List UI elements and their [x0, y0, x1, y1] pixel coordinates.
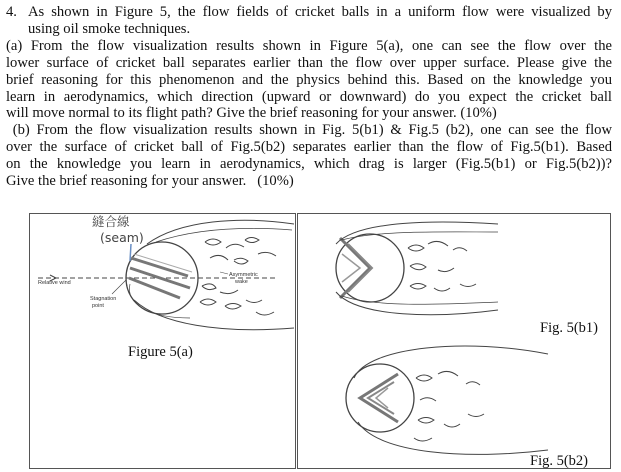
- part-a-line-2: lower surface of cricket ball separates earlier than the flow over upper surface. Please give the: [6, 54, 612, 71]
- intro-line-2: using oil smoke techniques.: [28, 20, 191, 37]
- seam-pointer: [130, 244, 131, 261]
- intro-line-1: As shown in Figure 5, the flow fields of cricket balls in a uniform flow were visualized by: [28, 4, 612, 20]
- seam-label-zh: 縫合線: [92, 214, 130, 229]
- part-b-line-1: (b) From the flow visualization results shown in Fig. 5(b1) & Fig.5 (b2), one can see the flow: [6, 122, 612, 139]
- part-a-line-4: learn in aerodynamics, which direction (upward or downward) do you expect the cricket ball: [6, 88, 612, 105]
- seam-label-en: (seam): [100, 230, 144, 245]
- figure-5b-panel: [297, 213, 611, 469]
- b2-upper-shear-layer: [354, 346, 548, 378]
- figure-5b-diagram: [298, 214, 610, 468]
- b1-lower-shear-layer: [336, 292, 498, 315]
- part-b-line-2: over the surface of cricket ball of Fig.5(b2) separates earlier than the flow of Fig.5(b1). Based: [6, 139, 612, 156]
- question-number: 4.: [6, 4, 17, 20]
- b1-upper-shear-layer: [336, 222, 498, 244]
- lower-shear-layer: [134, 300, 294, 330]
- figure-5: [29, 213, 610, 469]
- question-intro: [6, 4, 612, 21]
- part-a-line-3: brief reasoning for this phenomenon and the physics behind this. Based on the knowledge you: [6, 71, 612, 88]
- relative-wind-label: Relative wind: [38, 280, 71, 286]
- figure-5a-diagram: [30, 214, 295, 468]
- wake-label-1: Asymmetric: [229, 272, 258, 278]
- upper-shear-layer: [147, 220, 294, 244]
- stagnation-label-2: point: [92, 303, 104, 309]
- part-b-line-3: on the knowledge you learn in aerodynamics, which drag is larger (Fig.5(b1) or Fig.5(b2))?: [6, 156, 612, 173]
- part-a-line-5: will move normal to its flight path? Give the brief reasoning for your answer. (10%): [6, 105, 497, 122]
- wake-label-2: wake: [235, 279, 248, 285]
- figure-5b1-caption: Fig. 5(b1): [540, 320, 598, 336]
- question-4: [6, 4, 612, 190]
- part-a-line-1: (a) From the flow visualization results shown in Figure 5(a), one can see the flow over the: [6, 37, 612, 54]
- figure-5b2-caption: Fig. 5(b2): [530, 453, 588, 469]
- figure-5a-caption: Figure 5(a): [128, 344, 193, 360]
- part-b-line-4: Give the brief reasoning for your answer. (10%): [6, 173, 294, 190]
- figure-5a-panel: [29, 213, 296, 469]
- stagnation-label-1: Stagnation: [90, 296, 117, 302]
